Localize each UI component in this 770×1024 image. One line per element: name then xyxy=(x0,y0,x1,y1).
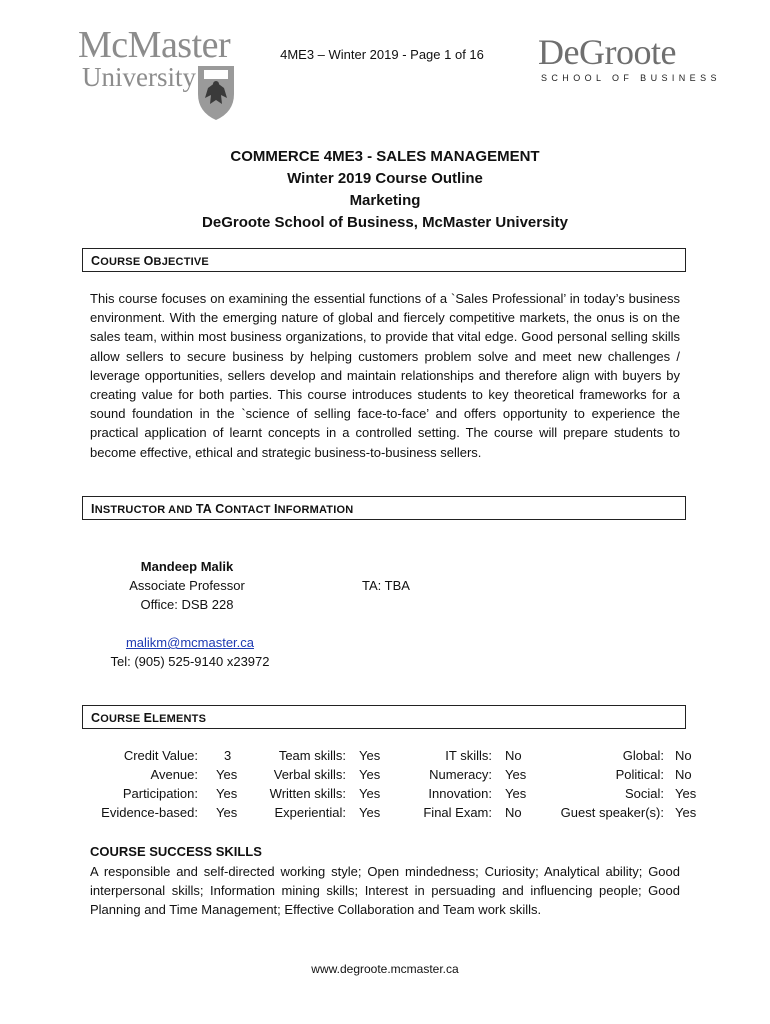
element-label: Final Exam: xyxy=(423,805,492,820)
element-label: Political: xyxy=(615,767,664,782)
section-course-elements xyxy=(82,705,686,729)
degroote-logo-subtitle: SCHOOL OF BUSINESS xyxy=(541,73,721,83)
title-area: Marketing xyxy=(349,192,421,209)
element-value: Yes xyxy=(505,786,527,801)
element-value: Yes xyxy=(216,786,238,801)
element-value: Yes xyxy=(505,767,527,782)
instructor-block xyxy=(112,557,262,614)
title-course: COMMERCE 4ME3 - SALES MANAGEMENT xyxy=(230,148,540,165)
element-label: Social: xyxy=(624,786,664,801)
mcmaster-logo xyxy=(78,26,248,122)
element-label: Global: xyxy=(622,748,664,763)
instructor-name: Mandeep Malik xyxy=(140,559,234,574)
element-label: Credit Value: xyxy=(123,748,198,763)
element-label: Participation: xyxy=(122,786,198,801)
instructor-contact xyxy=(90,633,290,671)
degroote-logo-name: DeGroote xyxy=(538,32,676,72)
element-value: No xyxy=(505,748,522,763)
page-header-text: 4ME3 – Winter 2019 - Page 1 of 16 xyxy=(280,47,484,62)
title-term: Winter 2019 Course Outline xyxy=(287,170,483,187)
success-skills-text: A responsible and self-directed working style; Open mindedness; Curiosity; Analytical ability; Good interpersonal skills; Information mining skills; Interest in persuading and influencing people; Good Planning and Time Management; Effective Collaboration and Team work skills. xyxy=(90,864,680,917)
element-value: Yes xyxy=(359,805,381,820)
element-value: Yes xyxy=(675,805,697,820)
objective-paragraph: This course focuses on examining the essential functions of a `Sales Professional’ in today’s business environment. With the emerging nature of global and fiercely competitive markets, the onus is on the sales team, within most business organizations, to provide that vital edge. Good personal selling skills allow sellers to secure business by helping customers problem solve and meet new challenges / leverage opportunities, sellers develop and maintain relationships and therefore align with buyers by creating value for both parties. This course introduces students to key theoretical frameworks for a sound foundation in the `science of selling face-to-face’ and offers opportunity to experience the practical application of learnt concepts in a controlled setting. The course will prepare students to become effective, ethical and strategic business-to-business sellers. xyxy=(90,291,680,460)
elements-row xyxy=(86,748,698,767)
element-label: Guest speaker(s): xyxy=(560,805,664,820)
element-label: Innovation: xyxy=(428,786,492,801)
element-label: Numeracy: xyxy=(429,767,492,782)
footer-url[interactable]: www.degroote.mcmaster.ca xyxy=(311,962,459,976)
section-heading: COURSE OBJECTIVE xyxy=(91,254,209,268)
element-value: Yes xyxy=(675,786,697,801)
element-label: Written skills: xyxy=(269,786,346,801)
section-heading: COURSE ELEMENTS xyxy=(91,711,207,725)
element-value: Yes xyxy=(216,767,238,782)
element-label: IT skills: xyxy=(445,748,492,763)
elements-row xyxy=(86,786,698,805)
element-value: No xyxy=(505,805,522,820)
element-value: 3 xyxy=(224,748,232,763)
element-label: Team skills: xyxy=(278,748,346,763)
section-instructor-contact xyxy=(82,496,686,520)
section-course-objective xyxy=(82,248,686,272)
element-value: No xyxy=(675,748,692,763)
ta-info: TA: TBA xyxy=(362,578,410,593)
mcmaster-logo-name: McMaster xyxy=(78,24,231,66)
element-label: Experiential: xyxy=(274,805,346,820)
degroote-logo xyxy=(538,32,721,86)
element-label: Avenue: xyxy=(150,767,198,782)
mcmaster-logo-university: University xyxy=(82,62,196,92)
instructor-phone: Tel: (905) 525-9140 x23972 xyxy=(110,654,270,669)
elements-row xyxy=(86,805,698,824)
title-school: DeGroote School of Business, McMaster University xyxy=(202,214,568,231)
success-skills-heading: COURSE SUCCESS SKILLS xyxy=(90,844,262,859)
element-value: Yes xyxy=(359,786,381,801)
mcmaster-crest-icon xyxy=(196,64,236,122)
element-value: Yes xyxy=(359,748,381,763)
section-heading: INSTRUCTOR AND TA CONTACT INFORMATION xyxy=(91,502,354,516)
instructor-email-link[interactable]: malikm@mcmaster.ca xyxy=(125,635,255,650)
document-title xyxy=(80,146,690,234)
element-label: Evidence-based: xyxy=(101,805,198,820)
element-value: No xyxy=(675,767,692,782)
instructor-office: Office: DSB 228 xyxy=(140,597,234,612)
element-value: Yes xyxy=(216,805,238,820)
instructor-title: Associate Professor xyxy=(129,578,245,593)
element-label: Verbal skills: xyxy=(273,767,346,782)
element-value: Yes xyxy=(359,767,381,782)
elements-row xyxy=(86,767,698,786)
